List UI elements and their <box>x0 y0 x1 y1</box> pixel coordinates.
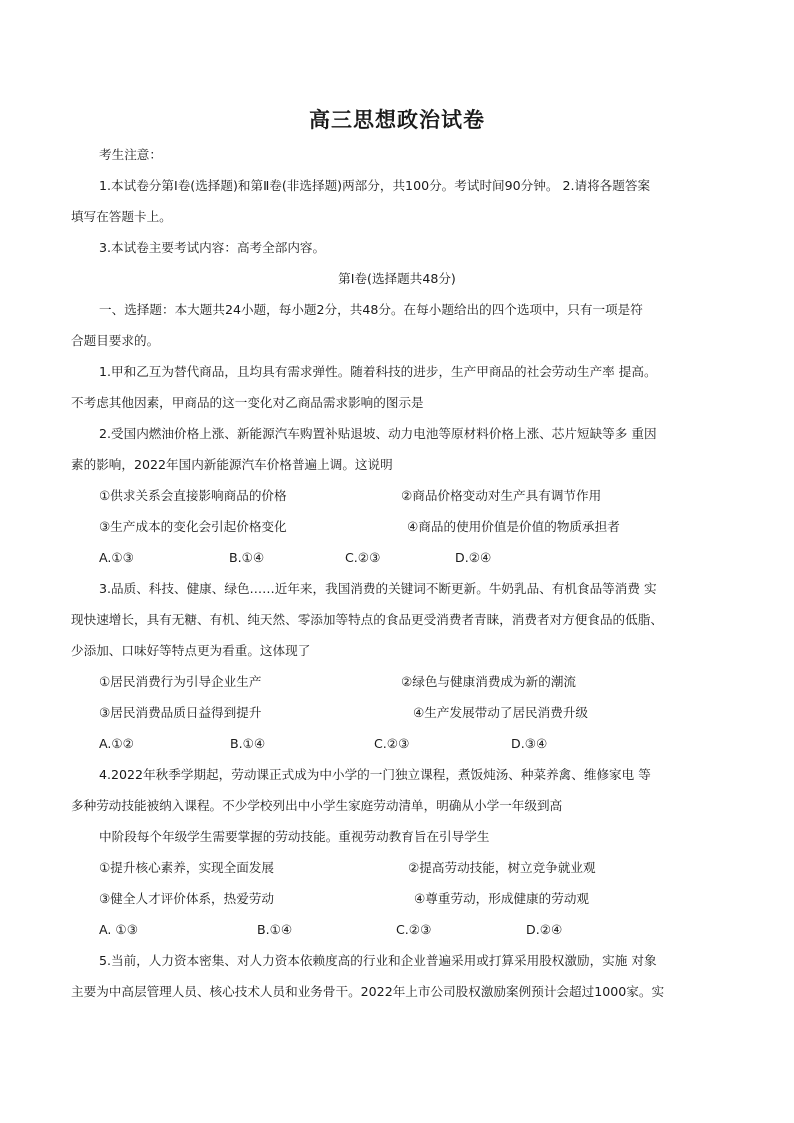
question-5-stem: 5.当前，人力资本密集、对人力资本依赖度高的行业和企业普遍采用或打算采用股权激励，实施 对象 <box>99 953 657 968</box>
question-5-stem: 主要为中高层管理人员、核心技术人员和业务骨干。2022年上市公司股权激励案例预计会超过1000家。实 <box>71 984 665 999</box>
question-2-option-b: B.①④ <box>229 550 265 565</box>
question-2-option-d: D.②④ <box>455 550 492 565</box>
question-3-statement: ①居民消费行为引导企业生产 <box>99 674 262 689</box>
question-4-statement: ②提高劳动技能，树立竞争就业观 <box>408 860 596 875</box>
question-3-stem: 3.品质、科技、健康、绿色……近年来，我国消费的关键词不断更新。牛奶乳品、有机食品等消费 实 <box>99 581 657 596</box>
section-intro-line: 合题目要求的。 <box>71 333 160 348</box>
page-title: 高三思想政治试卷 <box>309 107 485 132</box>
question-3-statement: ②绿色与健康消费成为新的潮流 <box>401 674 577 689</box>
question-2-stem: 2.受国内燃油价格上涨、新能源汽车购置补贴退坡、动力电池等原材料价格上涨、芯片短缺等多 重因 <box>99 426 657 441</box>
question-3-stem: 现快速增长，具有无糖、有机、纯天然、零添加等特点的食品更受消费者青睐，消费者对方便食品的低脂、 <box>71 612 663 627</box>
question-4-option-b: B.①④ <box>257 922 293 937</box>
question-2-statement: ③生产成本的变化会引起价格变化 <box>99 519 287 534</box>
notice-line: 填写在答题卡上。 <box>71 209 172 224</box>
question-4-stem: 4.2022年秋季学期起，劳动课正式成为中小学的一门独立课程，煮饭炖汤、种菜养禽、维修家电 等 <box>99 767 651 782</box>
question-4-statement: ①提升核心素养，实现全面发展 <box>99 860 275 875</box>
question-4-statement: ④尊重劳动，形成健康的劳动观 <box>414 891 590 906</box>
question-4-option-c: C.②③ <box>396 922 432 937</box>
question-3-option-d: D.③④ <box>511 736 548 751</box>
question-2-option-c: C.②③ <box>345 550 381 565</box>
question-3-statement: ③居民消费品质日益得到提升 <box>99 705 262 720</box>
question-3-option-c: C.②③ <box>374 736 410 751</box>
question-4-stem: 中阶段每个年级学生需要掌握的劳动技能。重视劳动教育旨在引导学生 <box>99 829 490 844</box>
question-4-statement: ③健全人才评价体系，热爱劳动 <box>99 891 275 906</box>
question-2-statement: ②商品价格变动对生产具有调节作用 <box>401 488 602 503</box>
question-2-statement: ①供求关系会直接影响商品的价格 <box>99 488 287 503</box>
question-1-stem: 1.甲和乙互为替代商品，且均具有需求弹性。随着科技的进步，生产甲商品的社会劳动生产率 提高。 <box>99 364 657 379</box>
notice-line: 1.本试卷分第Ⅰ卷(选择题)和第Ⅱ卷(非选择题)两部分，共100分。考试时间90分钟。 2.请将各题答案 <box>99 178 651 193</box>
question-1-stem: 不考虑其他因素，甲商品的这一变化对乙商品需求影响的图示是 <box>71 395 424 410</box>
question-3-statement: ④生产发展带动了居民消费升级 <box>413 705 589 720</box>
section-intro-line: 一、选择题：本大题共24小题，每小题2分，共48分。在每小题给出的四个选项中，只有一项是符 <box>99 302 643 317</box>
question-4-option-a: A. ①③ <box>99 922 138 937</box>
question-4-stem: 多种劳动技能被纳入课程。不少学校列出中小学生家庭劳动清单，明确从小学一年级到高 <box>71 798 563 813</box>
question-2-stem: 素的影响，2022年国内新能源汽车价格普遍上调。这说明 <box>71 457 393 472</box>
question-3-option-b: B.①④ <box>230 736 266 751</box>
question-3-stem: 少添加、口味好等特点更为看重。这体现了 <box>71 643 311 658</box>
section-title: 第Ⅰ卷(选择题共48分) <box>338 271 456 286</box>
question-2-option-a: A.①③ <box>99 550 134 565</box>
question-3-option-a: A.①② <box>99 736 134 751</box>
notice-heading: 考生注意： <box>99 147 162 162</box>
question-4-option-d: D.②④ <box>526 922 563 937</box>
question-2-statement: ④商品的使用价值是价值的物质承担者 <box>407 519 620 534</box>
notice-line: 3.本试卷主要考试内容：高考全部内容。 <box>99 240 326 255</box>
